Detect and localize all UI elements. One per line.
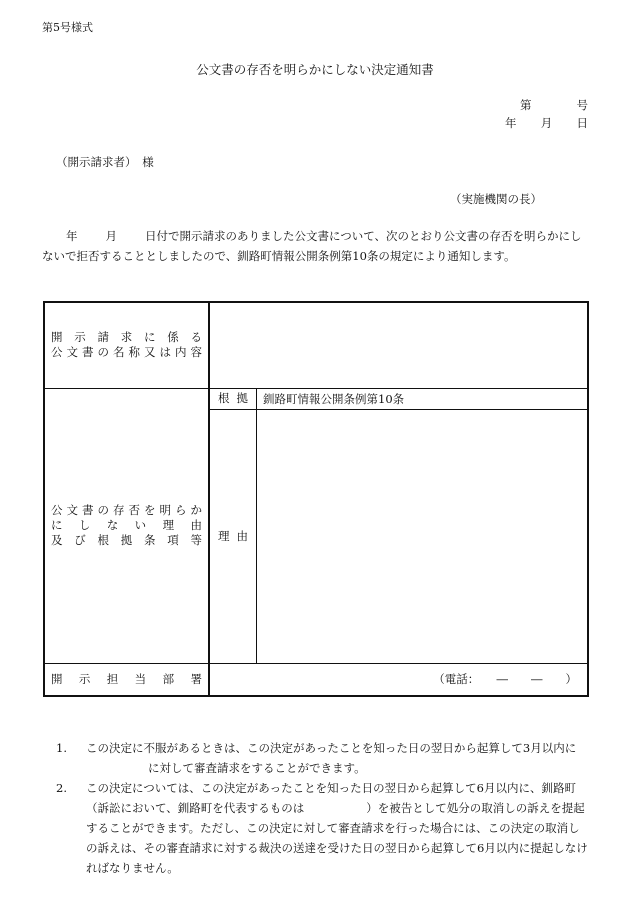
label-line [51,672,202,687]
label-char: 係 [167,330,179,345]
label-line [51,503,202,518]
body-month: 月 [105,229,117,243]
label-char: い [134,518,147,532]
basis-label [209,388,257,409]
label-char: 項 [167,533,179,547]
label-char: 書 [82,345,94,360]
label-char: 示 [78,671,91,686]
label-char: に [51,518,63,532]
label-char: 拠 [236,391,248,405]
request-document-label [44,302,209,388]
label-char: か [190,503,202,517]
notes [56,738,590,878]
label-char: 公 [51,503,63,517]
label-line [51,330,202,345]
phone-cell[interactable] [209,663,588,696]
label-char: 否 [128,503,140,517]
label-char: 存 [113,503,125,517]
label-char: 理 [162,518,175,532]
label-char: 由 [190,518,202,532]
label-char: 開 [51,671,63,686]
basis-label-text [210,391,256,406]
label-char: 文 [66,345,78,360]
label-line [51,518,202,533]
label-char: に [144,330,156,345]
label-char: 開 [51,330,63,345]
label-char: ら [175,503,187,517]
label-char: な [106,518,119,532]
note-item [56,738,590,778]
basis-value: 釧路町情報公開条例第10条 [257,388,589,409]
label-char: 又 [144,345,156,360]
label-char: 示 [74,330,86,345]
date-month: 月 [540,116,553,130]
label-char: の [97,345,109,360]
department-label [44,663,209,696]
doc-no-suffix: 号 [576,98,588,112]
body-text: 日付で開示請求のありました公文書について、次のとおり公文書の存否を明らかにしないで拒否することとしましたので、釧路町情報公開条例第10条の規定により通知します。 [42,229,582,263]
label-char: の [97,503,109,517]
label-char: 及 [51,533,63,547]
notice-table [43,301,589,697]
label-char: び [74,533,86,547]
label-char: 署 [190,671,202,686]
label-char: る [190,330,202,345]
label-char: 根 [218,391,230,405]
body-year: 年 [66,229,78,243]
label-line [51,345,202,360]
label-char: 明 [159,503,171,517]
label-char: 拠 [120,533,133,547]
label-char: 部 [162,671,175,686]
label-char: 文 [66,503,78,517]
label-char: し [78,518,91,532]
reason-label [209,409,257,663]
reason-label-text [210,529,256,544]
label-line [51,533,202,548]
label-char: 由 [236,528,248,543]
request-document-value[interactable] [209,302,588,388]
label-char: を [144,503,156,517]
date-year: 年 [505,116,517,130]
agency-line: （実施機関の長） [450,192,542,206]
document-date [505,115,588,131]
note-text-part2: ）を被告として処分の取消しの訴えを提起することができます。ただし、この決定に対して審査請求を行った場合には、この決定の取消しの訴えは、その審査請求に対する裁決の送達を受けた日の翌日から起算して6月以内に提起しなければなりません。 [86,801,588,875]
form-number: 第5号様式 [42,21,93,34]
body-paragraph [42,226,592,266]
label-char: 当 [134,671,147,686]
label-char: 根 [97,533,109,547]
note-text-line1: この決定に不服があるときは、この決定があったことを知った日の翌日から起算して3月以内に [86,741,577,755]
label-char: 名 [113,345,125,360]
note-number: 2. [56,781,67,795]
label-char: 容 [190,345,202,360]
label-char: 理 [218,528,230,543]
label-char: は [159,345,171,360]
document-title: 公文書の存否を明らかにしない決定通知書 [196,62,434,77]
document-number [520,97,588,113]
note-item [56,778,590,878]
note-text [86,738,590,778]
label-char: 称 [128,345,140,360]
label-char: 担 [106,671,119,686]
note-text-part1: この決定については、この決定があったことを知った日の翌日から起算して6月以内に、釧路町（訴訟において、釧路町を代表するものは [86,781,576,815]
label-char: 等 [190,533,202,547]
label-char: 条 [144,533,156,547]
note-number: 1. [56,741,67,755]
phone-text: （電話： ― ― ） [433,672,577,687]
label-char: 書 [82,503,94,517]
label-char: 請 [97,330,109,345]
date-day: 日 [576,116,588,130]
label-char: 求 [120,330,133,345]
note-text [86,778,590,878]
label-char: 内 [175,345,187,360]
requester-line: （開示請求者） 様 [56,155,154,169]
reason-and-basis-label [44,388,209,663]
label-char: 公 [51,345,63,360]
reason-value[interactable] [257,409,589,663]
doc-no-label: 第 [520,98,532,112]
note-text-line2: に対して審査請求をすることができます。 [148,761,366,775]
